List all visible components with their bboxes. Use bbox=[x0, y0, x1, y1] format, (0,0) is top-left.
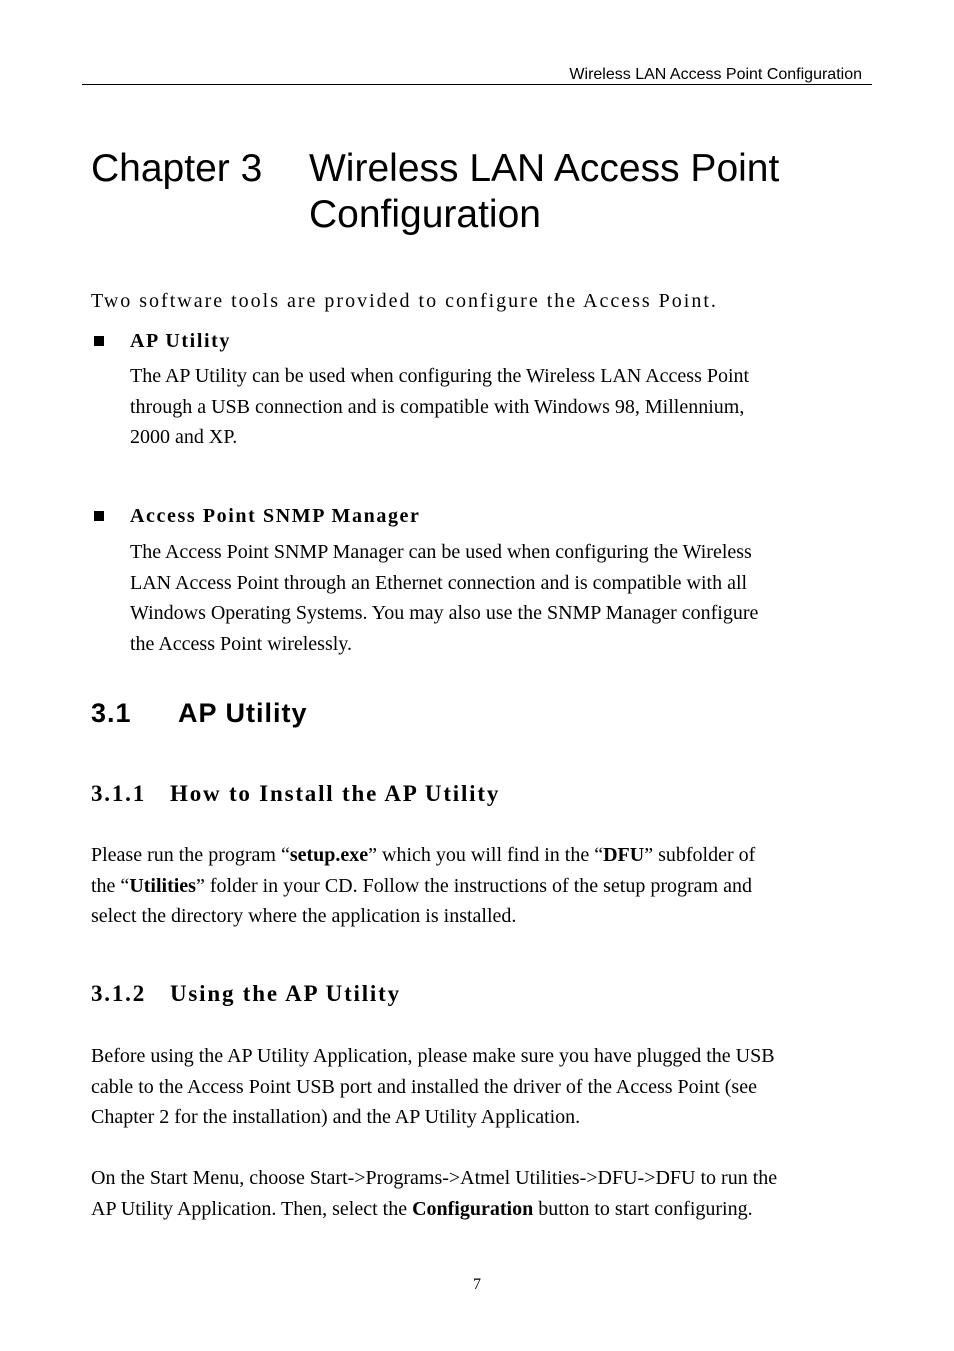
running-header: Wireless LAN Access Point Configuration bbox=[569, 66, 862, 83]
usage-paragraph-1 bbox=[91, 1041, 891, 1133]
text-line: Before using the AP Utility Application, please make sure you have plugged the USB bbox=[91, 1045, 775, 1067]
install-paragraph bbox=[91, 840, 881, 932]
bullet-square-icon bbox=[94, 511, 104, 521]
text-line: 2000 and XP. bbox=[130, 426, 238, 448]
bullet-heading-ap-utility: AP Utility bbox=[130, 330, 231, 352]
text-line: select the directory where the application is installed. bbox=[91, 905, 517, 927]
bullet-heading-snmp-manager: Access Point SNMP Manager bbox=[130, 505, 421, 527]
text-line: through a USB connection and is compatible with Windows 98, Millennium, bbox=[130, 395, 745, 418]
subsection-title: How to Install the AP Utility bbox=[170, 781, 501, 806]
chapter-title-line1: Wireless LAN Access Point bbox=[309, 147, 780, 190]
text-line: The AP Utility can be used when configuring the Wireless LAN Access Point bbox=[130, 365, 750, 387]
filename-setup-exe: setup.exe bbox=[289, 844, 369, 866]
section-number: 3.1 bbox=[91, 698, 132, 728]
header-rule bbox=[82, 84, 872, 85]
usage-paragraph-2 bbox=[91, 1163, 891, 1224]
text-line: The Access Point SNMP Manager can be used when configuring the Wireless bbox=[130, 541, 752, 563]
chapter-number: Chapter 3 bbox=[91, 147, 263, 190]
text-line bbox=[91, 1194, 891, 1225]
text-line bbox=[91, 871, 881, 902]
subsection-number: 3.1.1 bbox=[91, 781, 146, 806]
chapter-title-line2: Configuration bbox=[309, 193, 541, 236]
folder-dfu: DFU bbox=[603, 844, 645, 866]
text-line: LAN Access Point through an Ethernet connection and is compatible with all bbox=[130, 571, 748, 594]
text-run: the “ bbox=[91, 874, 130, 897]
text-run: AP Utility Application. Then, select the bbox=[91, 1197, 413, 1220]
text-run: button to start configuring. bbox=[533, 1197, 753, 1220]
intro-text: Two software tools are provided to configure the Access Point. bbox=[91, 290, 718, 312]
configuration-term: Configuration bbox=[412, 1197, 534, 1220]
bullet-body-ap-utility bbox=[130, 361, 749, 453]
bullet-square-icon bbox=[94, 336, 104, 346]
bullet-body-snmp-manager bbox=[130, 537, 758, 659]
text-line bbox=[91, 840, 881, 871]
text-line: the Access Point wirelessly. bbox=[130, 632, 353, 655]
text-line: On the Start Menu, choose Start->Programs->Atmel Utilities->DFU->DFU to run the bbox=[91, 1167, 778, 1189]
subsection-title: Using the AP Utility bbox=[170, 981, 401, 1006]
folder-utilities: Utilities bbox=[129, 874, 196, 897]
text-run: Please run the program “ bbox=[91, 844, 290, 866]
page-number: 7 bbox=[473, 1276, 481, 1293]
text-line: Chapter 2 for the installation) and the AP Utility Application. bbox=[91, 1106, 581, 1128]
text-run: ” subfolder of bbox=[644, 844, 756, 866]
text-run: ” which you will find in the “ bbox=[368, 844, 604, 866]
text-line: cable to the Access Point USB port and installed the driver of the Access Point (see bbox=[91, 1075, 757, 1098]
section-title: AP Utility bbox=[178, 698, 308, 728]
subsection-number: 3.1.2 bbox=[91, 981, 146, 1006]
chapter-title bbox=[309, 146, 869, 238]
text-run: ” folder in your CD. Follow the instructions of the setup program and bbox=[195, 874, 752, 897]
text-line: Windows Operating Systems. You may also use the SNMP Manager configure bbox=[130, 602, 759, 624]
